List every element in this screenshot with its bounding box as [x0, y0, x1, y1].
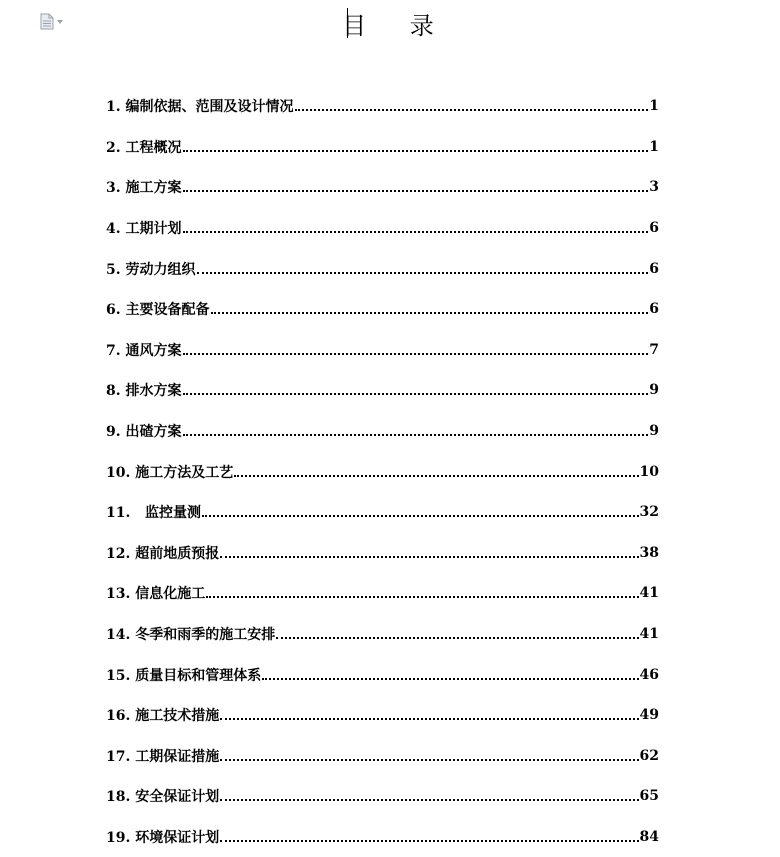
toc-entry-label: 8. 排水方案	[106, 383, 182, 400]
toc-leader-dots	[202, 515, 639, 517]
toc-entry[interactable]	[106, 776, 659, 817]
toc-leader-dots	[220, 556, 638, 558]
toc-entry-page: 38	[639, 544, 659, 561]
toc-entry-label: 3. 施工方案	[106, 180, 182, 197]
toc-entry-page: 6	[649, 220, 659, 237]
toc-leader-dots	[220, 759, 638, 761]
toc-entry-page: 9	[649, 423, 659, 440]
toc-leader-dots	[220, 718, 638, 720]
toc-entry[interactable]	[106, 411, 659, 452]
toc-leader-dots	[206, 596, 638, 598]
toc-entry-page: 41	[639, 626, 659, 643]
toc-leader-dots	[276, 637, 638, 639]
toc-leader-dots	[234, 475, 638, 477]
toc-entry-label: 6. 主要设备配备	[106, 302, 210, 319]
toc-entry-page: 3	[649, 179, 659, 196]
toc-entry[interactable]	[106, 330, 659, 371]
toc-entry-label: 18. 安全保证计划	[106, 789, 220, 806]
toc-entry[interactable]	[106, 492, 659, 533]
table-of-contents	[106, 86, 659, 857]
toc-entry[interactable]	[106, 127, 659, 168]
toc-entry[interactable]	[106, 86, 659, 127]
toc-entry-page: 1	[649, 138, 659, 155]
toc-entry[interactable]	[106, 451, 659, 492]
toc-entry[interactable]	[106, 208, 659, 249]
toc-leader-dots	[183, 393, 649, 395]
toc-entry-label: 17. 工期保证措施	[106, 748, 220, 765]
toc-entry-label: 14. 冬季和雨季的施工安排	[106, 627, 276, 644]
toc-entry[interactable]	[106, 167, 659, 208]
toc-entry[interactable]	[106, 614, 659, 655]
toc-entry[interactable]	[106, 248, 659, 289]
toc-leader-dots	[220, 840, 638, 842]
toc-entry-label: 15. 质量目标和管理体系	[106, 667, 262, 684]
toc-entry-label: 4. 工期计划	[106, 221, 182, 238]
toc-entry-label: 11. 监控量测	[106, 505, 201, 522]
toc-entry[interactable]	[106, 695, 659, 736]
toc-entry[interactable]	[106, 370, 659, 411]
toc-leader-dots	[183, 150, 649, 152]
toc-leader-dots	[183, 231, 649, 233]
toc-leader-dots	[183, 434, 649, 436]
toc-entry[interactable]	[106, 289, 659, 330]
toc-entry-page: 7	[649, 341, 659, 358]
toc-entry[interactable]	[106, 573, 659, 614]
toc-entry[interactable]	[106, 736, 659, 777]
toc-leader-dots	[262, 678, 638, 680]
toc-leader-dots	[295, 109, 649, 111]
toc-entry[interactable]	[106, 817, 659, 857]
toc-entry-page: 46	[639, 666, 659, 683]
page-title: 目 录	[342, 12, 452, 40]
toc-entry-page: 62	[639, 747, 659, 764]
toc-entry-page: 6	[649, 301, 659, 318]
toc-entry[interactable]	[106, 533, 659, 574]
toc-entry-page: 10	[639, 463, 659, 480]
toc-entry-label: 5. 劳动力组织	[106, 261, 196, 278]
toc-entry-page: 9	[649, 382, 659, 399]
toc-entry-label: 2. 工程概况	[106, 139, 182, 156]
toc-entry-page: 84	[639, 828, 659, 845]
toc-entry-label: 7. 通风方案	[106, 342, 182, 359]
toc-entry-page: 6	[649, 260, 659, 277]
toc-leader-dots	[183, 353, 649, 355]
toc-entry-page: 1	[649, 98, 659, 115]
toc-entry-page: 32	[639, 504, 659, 521]
toc-leader-dots	[197, 272, 649, 274]
toc-entry-page: 65	[639, 788, 659, 805]
toc-leader-dots	[211, 312, 649, 314]
toc-entry-page: 41	[639, 585, 659, 602]
toc-entry-label: 16. 施工技术措施	[106, 708, 220, 725]
toc-entry-label: 9. 出碴方案	[106, 424, 182, 441]
toc-entry-label: 12. 超前地质预报	[106, 545, 220, 562]
toc-entry-label: 19. 环境保证计划	[106, 829, 220, 846]
toc-entry-label: 13. 信息化施工	[106, 586, 206, 603]
toc-entry-page: 49	[639, 707, 659, 724]
toc-entry-label: 10. 施工方法及工艺	[106, 464, 234, 481]
toc-leader-dots	[220, 799, 638, 801]
toc-entry-label: 1. 编制依据、范围及设计情况	[106, 99, 294, 116]
toc-entry[interactable]	[106, 654, 659, 695]
toc-leader-dots	[183, 190, 649, 192]
